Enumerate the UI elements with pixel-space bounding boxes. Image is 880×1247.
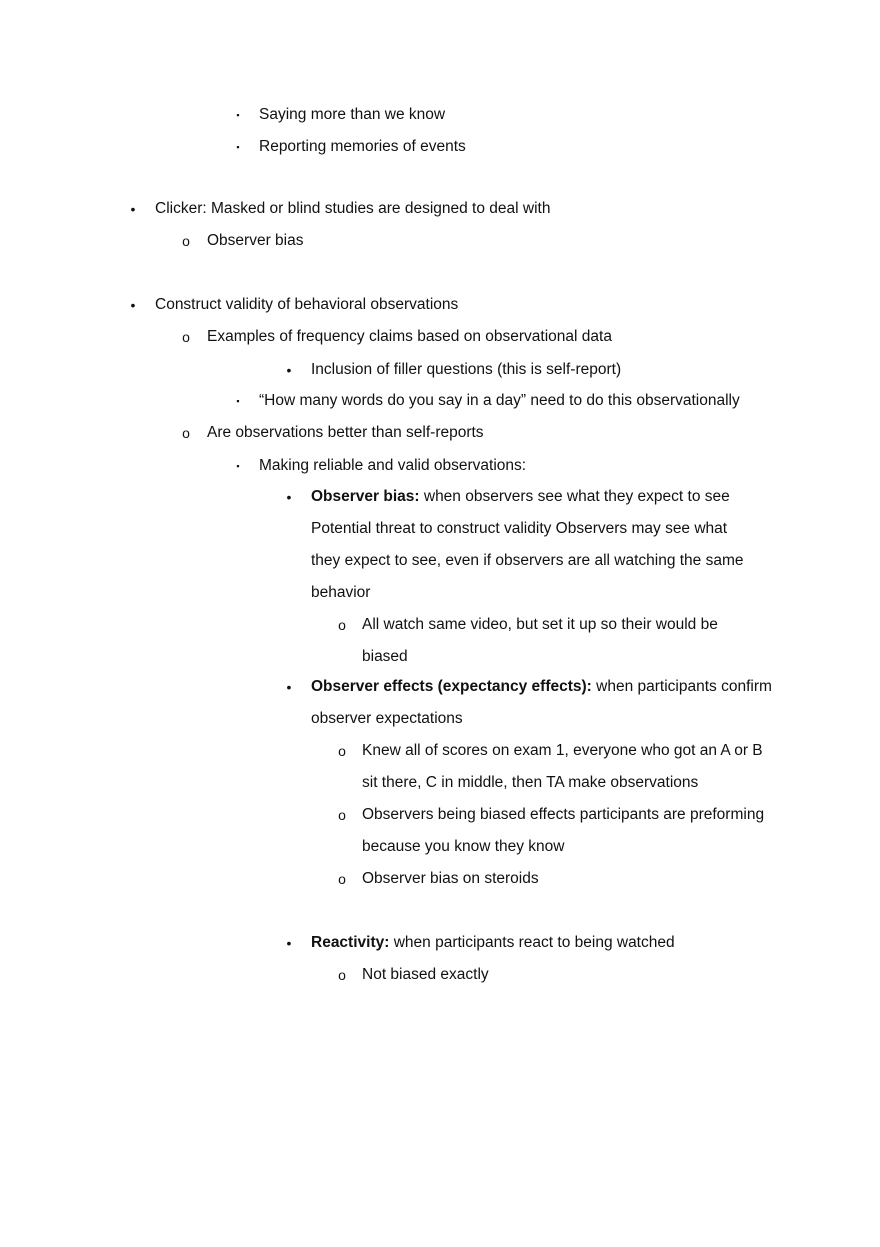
list-item-text: biased (362, 648, 408, 665)
list-item-text: Inclusion of filler questions (this is self-report) (311, 361, 622, 378)
list-item-text: Observers being biased effects participants are preforming (362, 806, 765, 823)
circle-bullet-icon: o (182, 329, 190, 345)
term-definition: when observers see what they expect to see (419, 488, 730, 505)
list-item-text: Knew all of scores on exam 1, everyone who got an A or B (362, 742, 763, 759)
square-bullet-icon: ▪ (236, 396, 240, 406)
list-item-text: Saying more than we know (259, 106, 446, 123)
list-item-text: Reporting memories of events (259, 138, 466, 155)
circle-bullet-icon: o (338, 743, 346, 759)
term-label: Observer bias: (311, 488, 420, 505)
disc-bullet-icon: • (286, 679, 292, 695)
circle-bullet-icon: o (182, 233, 190, 249)
list-item-text: sit there, C in middle, then TA make observations (362, 774, 699, 791)
list-item-text: Potential threat to construct validity Observers may see what (311, 520, 728, 537)
square-bullet-icon: ▪ (236, 142, 240, 152)
list-item-text: observer expectations (311, 710, 463, 727)
list-item-text: Examples of frequency claims based on observational data (207, 328, 612, 345)
list-item-text: Making reliable and valid observations: (259, 457, 527, 474)
disc-bullet-icon: • (286, 935, 292, 951)
term-label: Reactivity: (311, 934, 390, 951)
list-item-text: they expect to see, even if observers are all watching the same (311, 552, 744, 569)
circle-bullet-icon: o (338, 807, 346, 823)
disc-bullet-icon: • (286, 362, 292, 378)
term-definition: when participants react to being watched (389, 934, 675, 951)
circle-bullet-icon: o (338, 617, 346, 633)
list-item-text (311, 677, 772, 697)
circle-bullet-icon: o (182, 425, 190, 441)
term-definition: when participants confirm (591, 678, 772, 695)
list-item-text: All watch same video, but set it up so their would be (362, 616, 718, 633)
list-item-text: Not biased exactly (362, 966, 489, 983)
list-item-text: Clicker: Masked or blind studies are designed to deal with (155, 200, 551, 217)
disc-bullet-icon: • (130, 201, 136, 217)
circle-bullet-icon: o (338, 967, 346, 983)
list-item-text: Are observations better than self-reports (207, 424, 484, 441)
list-item-text (311, 487, 730, 507)
list-item-text: “How many words do you say in a day” need to do this observationally (259, 392, 740, 409)
list-item-text: Observer bias on steroids (362, 870, 539, 887)
square-bullet-icon: ▪ (236, 110, 240, 120)
square-bullet-icon: ▪ (236, 461, 240, 471)
list-item-text: Construct validity of behavioral observations (155, 296, 459, 313)
list-item-text: because you know they know (362, 838, 565, 855)
disc-bullet-icon: • (130, 297, 136, 313)
list-item-text: behavior (311, 584, 371, 601)
disc-bullet-icon: • (286, 489, 292, 505)
list-item-text: Observer bias (207, 232, 304, 249)
list-item-text (311, 933, 675, 953)
circle-bullet-icon: o (338, 871, 346, 887)
term-label: Observer effects (expectancy effects): (311, 678, 592, 695)
